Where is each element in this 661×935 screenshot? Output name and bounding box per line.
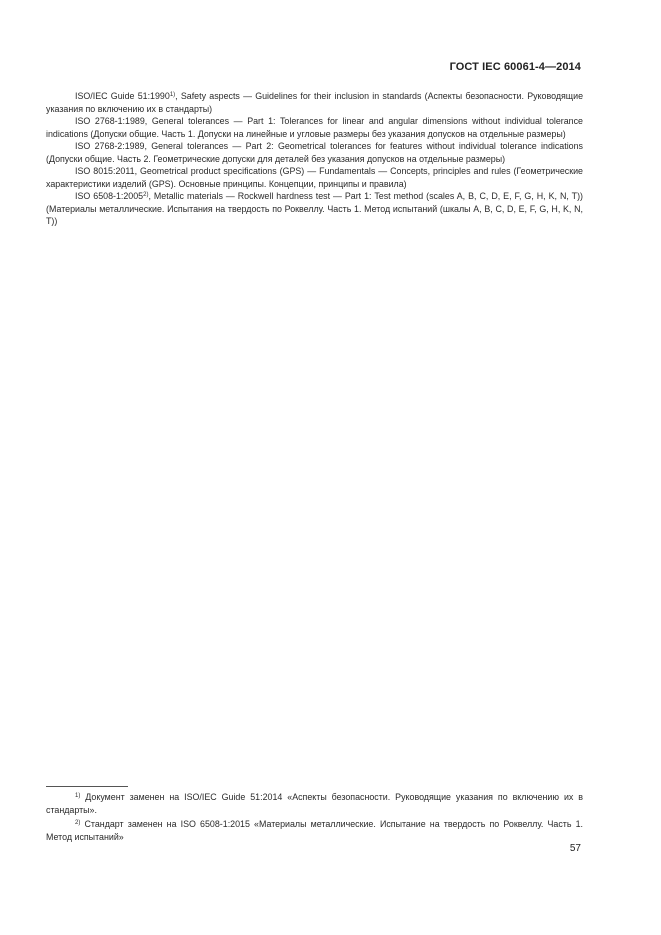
footnotes <box>46 791 583 843</box>
reference-entry <box>46 90 583 115</box>
reference-designation: ISO/IEC Guide 51:1990 <box>75 91 170 101</box>
standard-header: ГОСТ IEC 60061-4—2014 <box>449 61 581 73</box>
footnote-mark: 1) <box>169 92 176 98</box>
reference-entry <box>46 115 583 140</box>
reference-text: , Safety aspects — Guidelines for their inclusion in standards (Аспекты безопасности. Руководящие указания по включению их в стандарты) <box>46 91 584 114</box>
footnote <box>46 791 583 816</box>
reference-entry <box>46 190 583 228</box>
reference-text: , General tolerances — Part 1: Tolerances for linear and angular dimensions without individual tolerance indications (Допуски общие. Часть 1. Допуски на линейные и угловые размеры без указания допусков на отдельные размеры) <box>46 116 583 139</box>
reference-text: , Metallic materials — Rockwell hardness test — Part 1: Test method (scales A, B, C, D, E, F, G, H, K, N, T)) (Материалы металлические. Испытания на твердость по Роквеллу. Часть 1. Метод испытаний (шкалы A, B, C, D, E, F, G, H, K, N, T)) <box>46 191 583 226</box>
page-number: 57 <box>569 843 581 854</box>
footnote-text: Документ заменен на ISO/IEC Guide 51:2014 «Аспекты безопасности. Руководящие указания по включению их в стандарты». <box>46 792 583 815</box>
reference-text: , General tolerances — Part 2: Geometrical tolerances for features without individual tolerance indications (Допуски общие. Часть 2. Геометрические допуски для деталей без указания допусков на отдельные размеры) <box>46 141 583 164</box>
normative-references <box>46 90 583 228</box>
footnote-separator <box>46 786 128 787</box>
footnote <box>46 818 583 843</box>
footnote-mark: 2) <box>143 192 149 198</box>
reference-text: , Geometrical product specifications (GPS) — Fundamentals — Concepts, principles and rules (Геометрические характеристики изделий (GPS). Основные принципы. Концепции, принципы и правила) <box>46 166 583 189</box>
reference-designation: ISO 6508-1:2005 <box>75 191 144 201</box>
footnote-text: Стандарт заменен на ISO 6508-1:2015 «Материалы металлические. Испытание на твердость по Роквеллу. Часть 1. Метод испытаний» <box>46 819 583 842</box>
reference-designation: ISO 8015:2011 <box>75 166 135 176</box>
footnote-mark: 1) <box>75 793 81 799</box>
footnote-mark: 2) <box>75 820 81 826</box>
reference-entry <box>46 140 583 165</box>
reference-entry <box>46 165 583 190</box>
reference-designation: ISO 2768-1:1989 <box>75 116 145 126</box>
reference-designation: ISO 2768-2:1989 <box>75 141 145 151</box>
